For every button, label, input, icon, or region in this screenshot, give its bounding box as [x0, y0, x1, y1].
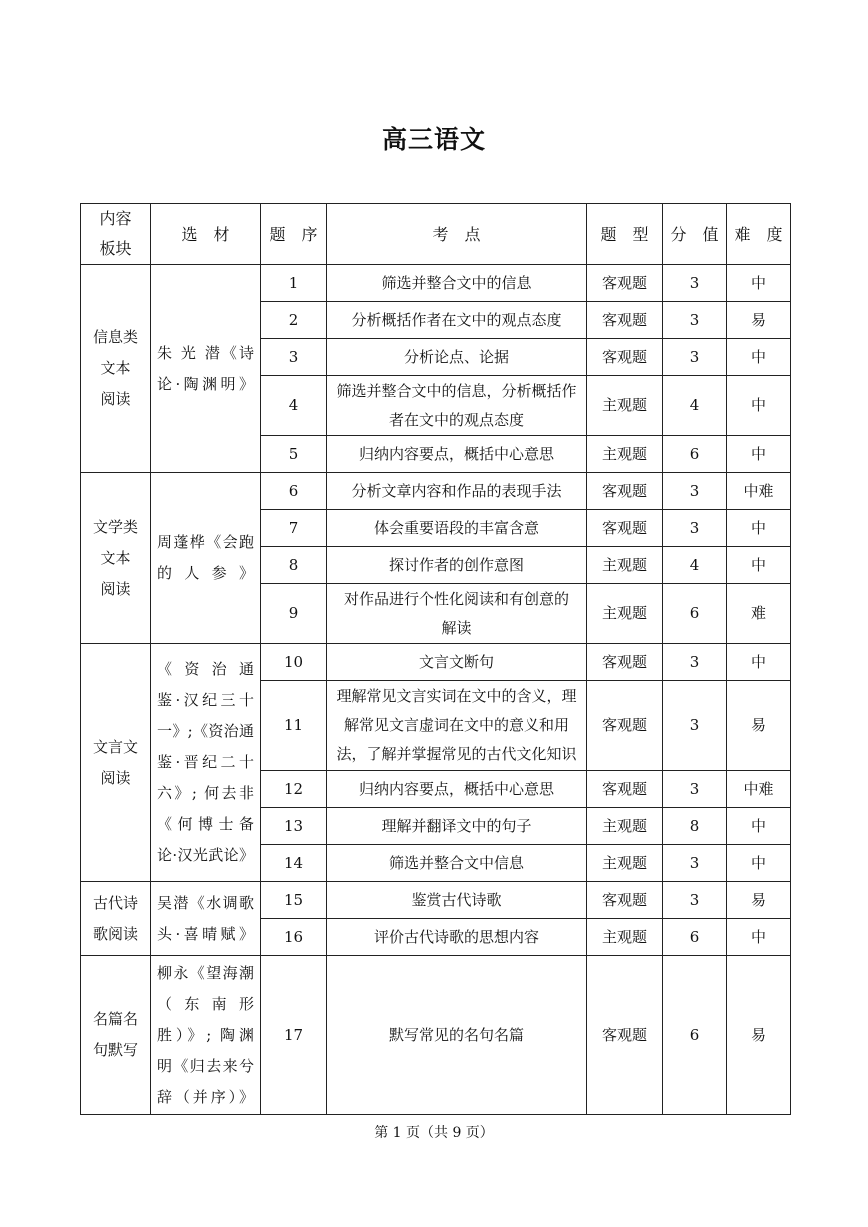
- material-line: 一》;《资治通: [157, 722, 254, 740]
- question-number: 1: [261, 265, 327, 302]
- material-line: 胜）》; 陶渊: [157, 1025, 254, 1044]
- test-point-line: 理解常见文言实词在文中的含义，理: [336, 687, 577, 705]
- page-title: 高三语文: [381, 125, 486, 154]
- test-point: 筛选并整合文中的信息: [327, 265, 587, 302]
- material-line: 《 资 治 通: [157, 660, 254, 678]
- material-line: 《 何 博 士 备: [157, 815, 254, 833]
- header-block-line: 板块: [99, 239, 132, 258]
- test-point: 筛选并整合文中信息: [327, 845, 587, 882]
- material-line: 头·喜晴赋》: [157, 924, 254, 943]
- material-line: 吴潜《水调歌: [157, 893, 254, 912]
- difficulty: 中: [727, 510, 791, 547]
- question-number: 13: [261, 808, 327, 845]
- block-line: 阅读: [100, 390, 131, 408]
- question-type: 主观题: [587, 808, 663, 845]
- difficulty: 中: [727, 376, 791, 436]
- difficulty: 难: [727, 584, 791, 644]
- material-line: 辞（并序）》: [157, 1087, 254, 1106]
- question-number: 9: [261, 584, 327, 644]
- score: 6: [663, 956, 727, 1115]
- question-type: 客观题: [587, 956, 663, 1115]
- test-point-line: 法，了解并掌握常见的古代文化知识: [336, 745, 577, 763]
- block-line: 文言文: [92, 737, 138, 756]
- table-row: [81, 644, 791, 681]
- test-point-line: 解常见文言虚词在文中的意义和用: [343, 716, 569, 734]
- question-number: 4: [261, 376, 327, 436]
- question-type: 客观题: [587, 302, 663, 339]
- table-row: [81, 473, 791, 510]
- test-point: [327, 681, 587, 771]
- question-number: 5: [261, 436, 327, 473]
- block-line: 歌阅读: [92, 924, 138, 943]
- test-point-line: 者在文中的观点态度: [388, 410, 524, 429]
- score: 3: [663, 845, 727, 882]
- score: 3: [663, 882, 727, 919]
- question-type: 客观题: [587, 265, 663, 302]
- question-type: 客观题: [587, 644, 663, 681]
- question-number: 11: [261, 681, 327, 771]
- test-point: 分析论点、论据: [327, 339, 587, 376]
- question-number: 10: [261, 644, 327, 681]
- question-type: 客观题: [587, 473, 663, 510]
- exam-spec-table: [80, 203, 791, 1115]
- score: 3: [663, 339, 727, 376]
- difficulty: 易: [727, 882, 791, 919]
- block-line: 古代诗: [92, 893, 138, 912]
- difficulty: 易: [727, 681, 791, 771]
- table-row: [81, 882, 791, 919]
- difficulty: 中: [727, 436, 791, 473]
- test-point-line: 筛选并整合文中的信息，分析概括作: [336, 381, 577, 400]
- block-line: 名篇名: [92, 1010, 138, 1028]
- table-row: [81, 265, 791, 302]
- header-difficulty: 难 度: [727, 204, 791, 265]
- score: 4: [663, 547, 727, 584]
- question-type: 客观题: [587, 510, 663, 547]
- question-type: 主观题: [587, 919, 663, 956]
- question-type: 主观题: [587, 436, 663, 473]
- test-point: 分析文章内容和作品的表现手法: [327, 473, 587, 510]
- material-line: 周蓬桦《会跑: [157, 533, 254, 551]
- question-type: 主观题: [587, 845, 663, 882]
- block-cell: [81, 644, 151, 882]
- test-point-line: 解读: [441, 618, 472, 637]
- difficulty: 中难: [727, 771, 791, 808]
- header-number: 题 序: [261, 204, 327, 265]
- header-type: 题 型: [587, 204, 663, 265]
- score: 4: [663, 376, 727, 436]
- score: 3: [663, 681, 727, 771]
- block-cell: [81, 882, 151, 956]
- score: 3: [663, 473, 727, 510]
- material-line: 的人参》: [157, 564, 254, 582]
- block-line: 文本: [100, 359, 131, 377]
- test-point-line: 对作品进行个性化阅读和有创意的: [343, 589, 569, 608]
- material-line: 鉴·晋纪二十: [157, 753, 254, 771]
- test-point: [327, 584, 587, 644]
- difficulty: 中: [727, 265, 791, 302]
- table-row: [81, 956, 791, 1115]
- difficulty: 易: [727, 956, 791, 1115]
- difficulty: 中: [727, 919, 791, 956]
- material-cell: [151, 956, 261, 1115]
- block-cell: [81, 956, 151, 1115]
- material-line: （ 东 南 形: [157, 994, 254, 1013]
- score: 6: [663, 919, 727, 956]
- material-cell: [151, 882, 261, 956]
- score: 3: [663, 771, 727, 808]
- page-footer: 第 1 页（共 9 页）: [374, 1125, 494, 1141]
- question-type: 客观题: [587, 681, 663, 771]
- score: 6: [663, 436, 727, 473]
- difficulty: 中: [727, 808, 791, 845]
- score: 3: [663, 644, 727, 681]
- material-line: 鉴·汉纪三十: [157, 691, 254, 709]
- block-line: 阅读: [100, 768, 131, 787]
- score: 3: [663, 265, 727, 302]
- score: 8: [663, 808, 727, 845]
- material-cell: [151, 473, 261, 644]
- question-number: 3: [261, 339, 327, 376]
- test-point: 理解并翻译文中的句子: [327, 808, 587, 845]
- material-cell: [151, 265, 261, 473]
- question-number: 6: [261, 473, 327, 510]
- test-point: 默写常见的名句名篇: [327, 956, 587, 1115]
- test-point: 评价古代诗歌的思想内容: [327, 919, 587, 956]
- test-point: 体会重要语段的丰富含意: [327, 510, 587, 547]
- difficulty: 中: [727, 845, 791, 882]
- difficulty: 中难: [727, 473, 791, 510]
- material-line: 论·汉光武论》: [157, 846, 254, 864]
- header-block-line: 内容: [99, 209, 132, 228]
- header-point: 考 点: [327, 204, 587, 265]
- test-point: 分析概括作者在文中的观点态度: [327, 302, 587, 339]
- question-number: 8: [261, 547, 327, 584]
- question-number: 14: [261, 845, 327, 882]
- block-cell: [81, 265, 151, 473]
- score: 3: [663, 302, 727, 339]
- question-number: 15: [261, 882, 327, 919]
- test-point: 文言文断句: [327, 644, 587, 681]
- block-line: 句默写: [92, 1041, 138, 1059]
- difficulty: 中: [727, 644, 791, 681]
- header-block: [81, 204, 151, 265]
- header-score: 分 值: [663, 204, 727, 265]
- question-type: 客观题: [587, 882, 663, 919]
- question-number: 7: [261, 510, 327, 547]
- question-number: 2: [261, 302, 327, 339]
- block-cell: [81, 473, 151, 644]
- test-point: 鉴赏古代诗歌: [327, 882, 587, 919]
- block-line: 信息类: [92, 328, 138, 346]
- header-material: 选 材: [151, 204, 261, 265]
- block-line: 文本: [100, 548, 131, 567]
- question-number: 12: [261, 771, 327, 808]
- test-point: 探讨作者的创作意图: [327, 547, 587, 584]
- question-type: 主观题: [587, 547, 663, 584]
- test-point: 归纳内容要点，概括中心意思: [327, 771, 587, 808]
- test-point: [327, 376, 587, 436]
- difficulty: 中: [727, 339, 791, 376]
- difficulty: 易: [727, 302, 791, 339]
- material-line: 柳永《望海潮: [157, 963, 254, 982]
- material-cell: [151, 644, 261, 882]
- block-line: 文学类: [92, 517, 138, 536]
- difficulty: 中: [727, 547, 791, 584]
- question-type: 客观题: [587, 339, 663, 376]
- material-line: 六》; 何去非: [157, 784, 254, 802]
- test-point: 归纳内容要点，概括中心意思: [327, 436, 587, 473]
- question-type: 主观题: [587, 376, 663, 436]
- material-line: 论·陶渊明》: [157, 374, 254, 393]
- material-line: 朱 光 潜《诗: [157, 343, 254, 362]
- material-line: 明《归去来兮: [157, 1056, 254, 1075]
- score: 6: [663, 584, 727, 644]
- block-line: 阅读: [100, 579, 131, 598]
- question-type: 主观题: [587, 584, 663, 644]
- table-header-row: [81, 204, 791, 265]
- question-number: 16: [261, 919, 327, 956]
- question-type: 客观题: [587, 771, 663, 808]
- score: 3: [663, 510, 727, 547]
- question-number: 17: [261, 956, 327, 1115]
